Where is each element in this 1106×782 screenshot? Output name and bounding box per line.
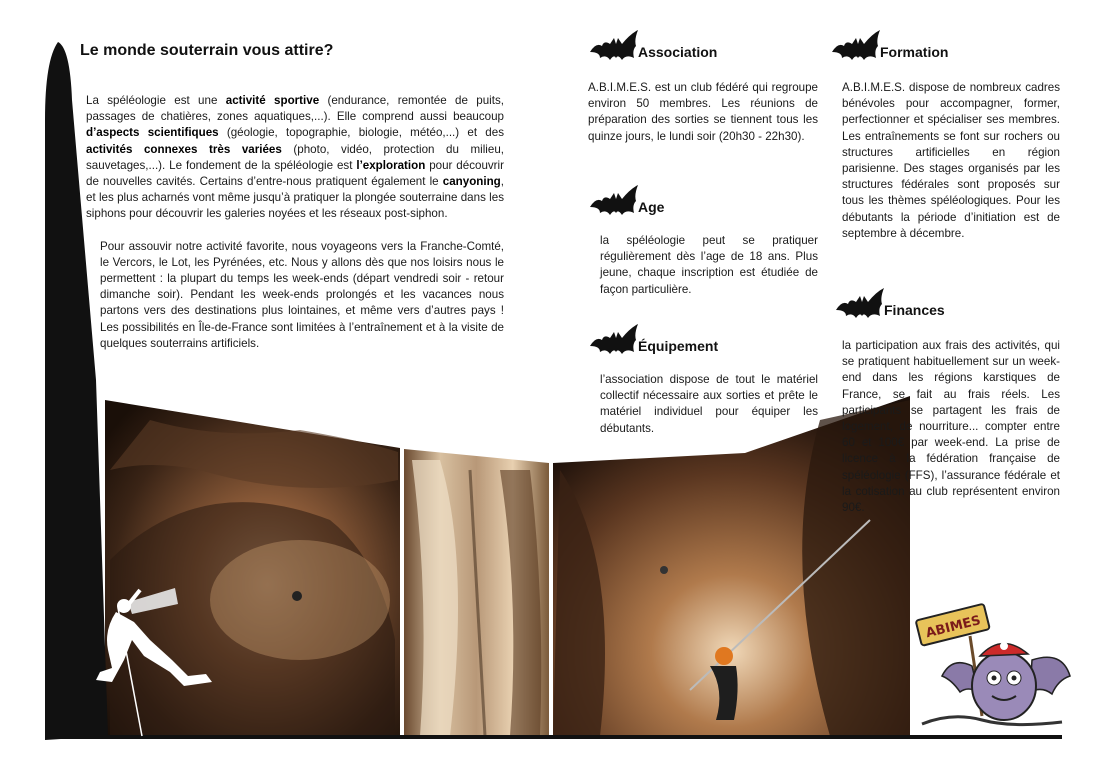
intro-bold-term: d’aspects scientifiques (86, 126, 219, 140)
page-title: Le monde souterrain vous attire? (80, 42, 334, 59)
intro-text-run: (photo, vidéo, protection du milieu, sauvetages,...). Le fondement de la spéléologie est (86, 142, 504, 172)
section-header-age (588, 183, 664, 219)
section-header-formation (830, 28, 948, 64)
intro-text-run: , et les plus acharnés vont même jusqu’à pratiquer la plongée souterraine dans les siphons pour découvrir les galeries noyées et les réseaux post-siphon. (86, 175, 504, 221)
section-title-association: Association (638, 44, 718, 60)
intro-bold-term: canyoning (442, 175, 501, 189)
mascot-sign-text: ABIMES (924, 613, 983, 642)
section-title-age: Age (638, 199, 665, 215)
section-header-finances (834, 286, 945, 322)
intro-bold-term: l’exploration (356, 158, 426, 172)
section-header-equipement (588, 322, 718, 358)
intro-text-run: (géologie, topographie, biologie, météo,...) et des (218, 126, 504, 140)
bat-icon (588, 28, 644, 64)
intro-text (86, 93, 504, 368)
intro-text-run: pour découvrir de nouvelles cavités. Certains d’entre-nous pratiquent également le (86, 158, 504, 189)
section-title-equipement: Équipement (638, 338, 719, 354)
bat-icon (834, 286, 890, 322)
bat-icon (588, 183, 644, 219)
intro-text-run: La spéléologie est une (86, 94, 226, 107)
intro-bold-term: activités connexes très variées (86, 142, 282, 156)
intro-text-run: (endurance, remontée de puits, passages de chatières, zones aquatiques,...). Elle comprend aussi beaucoup (86, 94, 504, 124)
section-title-formation: Formation (880, 44, 949, 60)
cave-photo-shaft (404, 449, 549, 736)
section-text-age: la spéléologie peut se pratiquer régulièrement dès l’age de 18 ans. Plus jeune, chaque inscription est étudiée de façon particulière. (600, 234, 818, 296)
section-text-formation: A.B.I.M.E.S. dispose de nombreux cadres bénévoles pour accompagner, former, perfectionner et spécialiser ses membres. Les entraînements se font sur rochers ou structures artificielles en région parisienne. Des stages organisés par les structures fédérales sont proposés sur tous les thèmes spéléologiques. Pour les débutants la période d’initiation est de septembre à décembre. (842, 81, 1060, 240)
section-title-finances: Finances (884, 302, 945, 318)
section-text-equipement: l’association dispose de tout le matériel collectif nécessaire aux sorties et prête le matériel individuel pour équiper les débutants. (600, 373, 818, 435)
section-text-finances: la participation aux frais des activités, qui se pratiquent habituellement sur un week-end dans les régions karstiques de France, se fait au frais réels. Les participants se partagent les frais de logement, de nourriture... compter entre 60 et 100€ par week-end. La prise de licence à la fédération française de spéléologie (FFS), l’assurance fédérale et la cotisation au club représentent environ 90€. (842, 339, 1060, 515)
section-header-association (588, 28, 717, 64)
bat-icon (588, 322, 644, 358)
bat-icon (830, 28, 886, 64)
section-text-association: A.B.I.M.E.S. est un club fédéré qui regroupe environ 50 membres. Les réunions de préparation des sorties se tiennent tous les quinze jours, le lundi soir (20h30 - 22h30). (588, 81, 818, 143)
intro-paragraph-2: Pour assouvir notre activité favorite, nous voyageons vers la Franche-Comté, le Vercors, le Lot, les Pyrénées, etc. Nous y allons dès que nos loisirs nous le permettent : la plupart du temps les week-ends (départ vendredi soir - retour dimanche soir). Pendant les week-ends prolongés et les vacances nous partons vers des destinations plus lointaines, et même vers d’autres pays ! Les possibilités en Île-de-France sont limitées à l’entraînement et à la visite de quelques souterrains artificiels. (100, 239, 504, 350)
intro-bold-term: activité sportive (225, 94, 320, 107)
bat-mascot (912, 596, 1072, 738)
intro-paragraph-1 (86, 93, 504, 223)
cave-photo-chamber (105, 400, 400, 736)
